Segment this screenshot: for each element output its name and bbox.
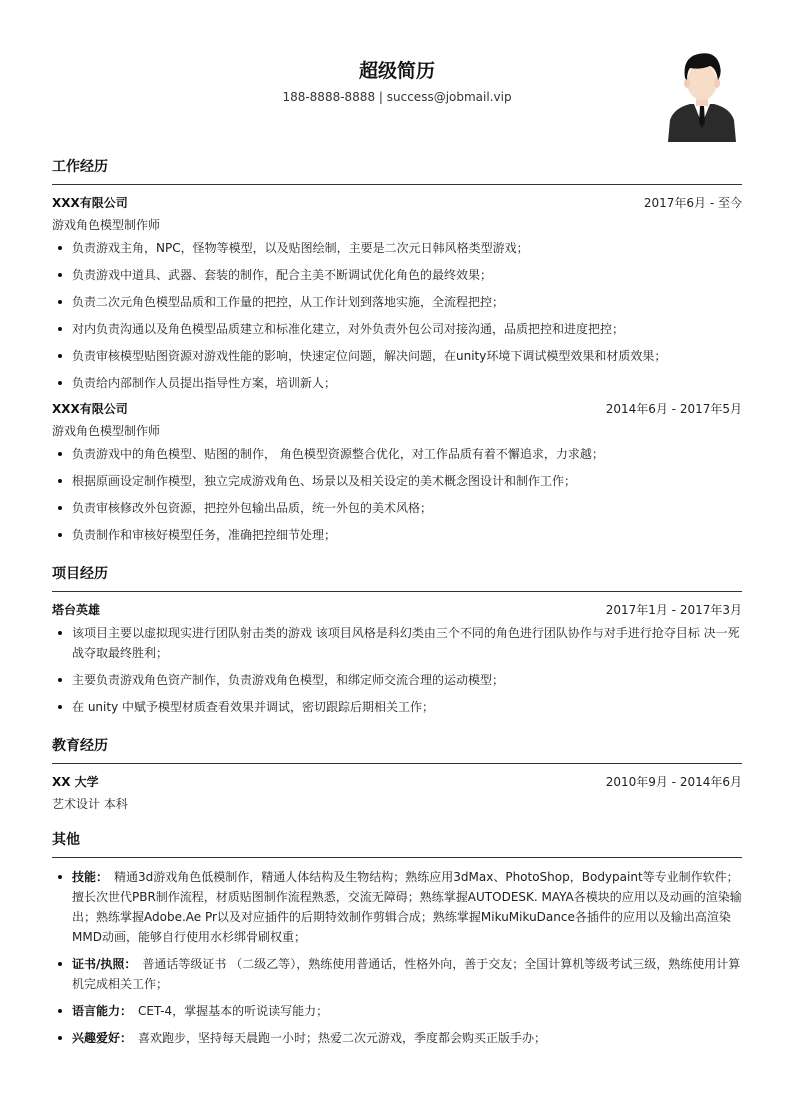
- bullet-list: [52, 867, 742, 1048]
- list-item: [52, 1028, 742, 1048]
- list-item: 负责审核修改外包资源，把控外包输出品质，统一外包的美术风格；: [52, 498, 742, 518]
- entry-date: 2017年6月 - 至今: [643, 195, 742, 210]
- work-entry: [52, 194, 742, 393]
- bullet-list: [52, 623, 742, 717]
- other-section: [52, 829, 742, 1048]
- list-item: [52, 867, 742, 947]
- section-title-other: 其他: [52, 829, 742, 858]
- project-section: [52, 563, 742, 717]
- work-section: [52, 156, 742, 545]
- item-text: CET-4，掌握基本的听说读写能力；: [138, 1004, 329, 1018]
- list-item: [52, 954, 742, 994]
- list-item: 负责游戏主角，NPC，怪物等模型，以及贴图绘制，主要是二次元日韩风格类型游戏；: [52, 238, 742, 258]
- entry-company: XXX有限公司: [52, 195, 128, 210]
- entry-date: 2014年6月 - 2017年5月: [605, 401, 742, 416]
- bullet-list: [52, 238, 742, 393]
- item-label: 兴趣爱好：: [72, 1031, 133, 1045]
- list-item: 负责游戏中道具、武器、套装的制作，配合主美不断调试优化角色的最终效果；: [52, 265, 742, 285]
- avatar-icon: [666, 48, 738, 142]
- item-label: 语言能力：: [72, 1004, 133, 1018]
- list-item: 负责给内部制作人员提出指导性方案，培训新人；: [52, 373, 742, 393]
- item-text: 精通3d游戏角色低模制作，精通人体结构及生物结构；熟练应用3dMax、PhotoShop，Bodypaint等专业制作软件；擅长次世代PBR制作流程，材质贴图制作流程熟悉，交流无障碍；熟练掌握AUTODESK. MAYA各模块的应用以及动画的渲染输出；熟练掌握Adobe.Ae Pr以及对应插件的后期特效制作剪辑合成；熟练掌握MikuMikuDance各插件的应用以及输出高渲染MMD动画，能够自行使用水杉绑骨刷权重；: [72, 870, 742, 944]
- item-label: 技能：: [72, 870, 109, 884]
- list-item: [52, 1001, 742, 1021]
- entry-project-name: 塔台英雄: [52, 602, 101, 617]
- section-title-work: 工作经历: [52, 156, 742, 185]
- resume-header: [52, 0, 742, 150]
- contact-info: 188-8888-8888 | success@jobmail.vip: [282, 90, 512, 104]
- list-item: 该项目主要以虚拟现实进行团队射击类的游戏 该项目风格是科幻类由三个不同的角色进行团队协作与对手进行抢夺目标 决一死战夺取最终胜利；: [52, 623, 742, 663]
- list-item: 主要负责游戏角色资产制作，负责游戏角色模型，和绑定师交流合理的运动模型；: [52, 670, 742, 690]
- list-item: 负责二次元角色模型品质和工作量的把控，从工作计划到落地实施，全流程把控；: [52, 292, 742, 312]
- project-entry: [52, 601, 742, 717]
- item-label: 证书/执照：: [72, 957, 137, 971]
- list-item: 负责审核模型贴图资源对游戏性能的影响，快速定位问题，解决问题，在unity环境下调试模型效果和材质效果；: [52, 346, 742, 366]
- education-entry: [52, 773, 742, 811]
- bullet-list: [52, 444, 742, 545]
- entry-degree: 艺术设计 本科: [52, 797, 128, 811]
- section-title-education: 教育经历: [52, 735, 742, 764]
- entry-date: 2010年9月 - 2014年6月: [605, 774, 742, 789]
- work-entry: [52, 400, 742, 545]
- list-item: 负责制作和审核好模型任务，准确把控细节处理；: [52, 525, 742, 545]
- entry-date: 2017年1月 - 2017年3月: [605, 602, 742, 617]
- list-item: 负责游戏中的角色模型、贴图的制作， 角色模型资源整合优化，对工作品质有着不懈追求，力求越；: [52, 444, 742, 464]
- entry-role: 游戏角色模型制作师: [52, 424, 161, 438]
- list-item: 在 unity 中赋予模型材质查看效果并调试，密切跟踪后期相关工作；: [52, 697, 742, 717]
- entry-school: XX 大学: [52, 774, 99, 789]
- section-title-project: 项目经历: [52, 563, 742, 592]
- item-text: 喜欢跑步，坚持每天晨跑一小时；热爱二次元游戏，季度都会购买正版手办；: [138, 1031, 547, 1045]
- list-item: 根据原画设定制作模型，独立完成游戏角色、场景以及相关设定的美术概念图设计和制作工作；: [52, 471, 742, 491]
- list-item: 对内负责沟通以及角色模型品质建立和标准化建立，对外负责外包公司对接沟通，品质把控和进度把控；: [52, 319, 742, 339]
- item-text: 普通话等级证书 （二级乙等），熟练使用普通话，性格外向，善于交友；全国计算机等级考试三级，熟练使用计算机完成相关工作；: [72, 957, 741, 991]
- entry-role: 游戏角色模型制作师: [52, 218, 161, 232]
- education-section: [52, 735, 742, 811]
- entry-company: XXX有限公司: [52, 401, 128, 416]
- resume-name: 超级简历: [358, 60, 435, 82]
